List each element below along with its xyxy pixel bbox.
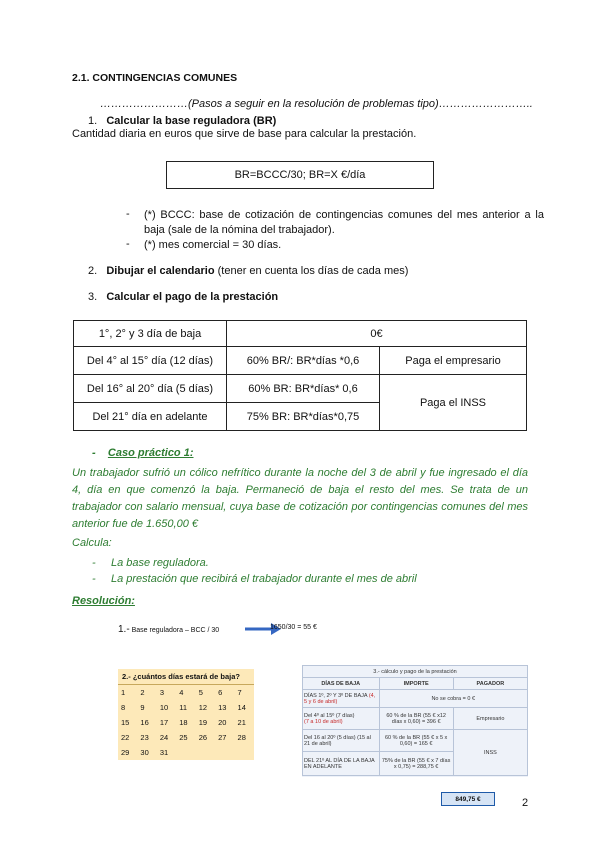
step-rest: (tener en cuenta los días de cada mes) bbox=[214, 265, 409, 277]
resolution-result bbox=[270, 624, 317, 631]
case-title bbox=[92, 447, 194, 459]
case-title-text: Caso práctico 1: bbox=[107, 447, 194, 459]
column-header: DÍAS DE BAJA bbox=[303, 678, 380, 690]
amount-cell: 60% BR: BR*días* 0,6 bbox=[227, 375, 380, 403]
calendar-day bbox=[235, 745, 254, 760]
table-row bbox=[74, 321, 527, 347]
section-heading: 2.1. CONTINGENCIAS COMUNES bbox=[72, 72, 238, 84]
period-cell: Del 16° al 20° día (5 días) bbox=[74, 375, 227, 403]
calendar-day: 27 bbox=[218, 733, 227, 742]
calendar-day: 17 bbox=[159, 718, 169, 727]
calendar-day: 3 bbox=[159, 688, 165, 697]
payer-cell: Paga el empresario bbox=[380, 347, 527, 375]
column-header: PAGADOR bbox=[453, 678, 527, 690]
calendar-day: 7 bbox=[237, 688, 242, 697]
benefit-calculation-table bbox=[302, 665, 528, 777]
calendar-row bbox=[118, 700, 254, 715]
formula-box bbox=[166, 161, 434, 189]
step-number: 2. bbox=[88, 265, 98, 277]
step-number: 3. bbox=[88, 291, 98, 303]
calendar-row bbox=[118, 685, 254, 700]
calendar-title: 2.- ¿cuántos días estará de baja? bbox=[118, 669, 254, 685]
table-row bbox=[303, 708, 528, 730]
period-cell: Del 4º al 15º (7 días) (7 a 10 de abril) bbox=[303, 708, 380, 730]
calendar-day: 15 bbox=[121, 718, 130, 727]
calendar-row bbox=[118, 745, 254, 760]
total-amount-box: 849,75 € bbox=[441, 792, 495, 806]
calendar-day: 14 bbox=[237, 703, 246, 712]
calendar-row bbox=[118, 715, 254, 730]
table-row bbox=[303, 690, 528, 708]
column-header: IMPORTE bbox=[379, 678, 453, 690]
payer-cell: Paga el INSS bbox=[380, 375, 527, 431]
step-3 bbox=[88, 291, 278, 303]
note-text: (*) BCCC: base de cotización de contingencias comunes del mes anterior a la baja (sale de la nómina del trabajador). bbox=[144, 209, 544, 236]
step-title: Dibujar el calendario bbox=[106, 265, 215, 277]
task-item: - La base reguladora. bbox=[92, 557, 209, 569]
step-number: 1. bbox=[88, 115, 98, 127]
calendar-day: 6 bbox=[218, 688, 223, 697]
calendar-row bbox=[118, 730, 254, 745]
table-row bbox=[303, 666, 528, 678]
period-cell: Del 21° día en adelante bbox=[74, 403, 227, 431]
calendar-box bbox=[118, 669, 254, 760]
calendar-day: 16 bbox=[140, 718, 149, 727]
table-title: 3.- cálculo y pago de la prestación bbox=[303, 666, 528, 678]
resolution-step-1 bbox=[118, 624, 219, 635]
resolution-result-text: 1650/30 = 55 € bbox=[270, 624, 317, 631]
calendar-day: 8 bbox=[121, 703, 126, 712]
calendar-day: 4 bbox=[179, 688, 184, 697]
period-cell: Del 4° al 15° día (12 días) bbox=[74, 347, 227, 375]
step-2 bbox=[88, 265, 408, 277]
calendar-day: 1 bbox=[121, 688, 126, 697]
calendar-day: 5 bbox=[198, 688, 203, 697]
note-text: (*) mes comercial = 30 días. bbox=[144, 239, 282, 251]
page-number: 2 bbox=[522, 797, 529, 809]
task-text: La base reguladora. bbox=[110, 557, 209, 569]
table-header-row bbox=[303, 678, 528, 690]
table-row bbox=[74, 347, 527, 375]
amount-cell: 60 % de la BR (55 € x 5 x 0,60) = 165 € bbox=[379, 730, 453, 752]
calendar-day bbox=[215, 745, 234, 760]
calendar-day: 20 bbox=[218, 718, 227, 727]
case-dash: - bbox=[92, 447, 96, 459]
formula-text: BR=BCCC/30; BR=X €/día bbox=[234, 169, 366, 181]
calendar-day: 19 bbox=[198, 718, 208, 727]
amount-cell: 60% BR/: BR*días *0,6 bbox=[227, 347, 380, 375]
calendar-day: 31 bbox=[159, 748, 169, 757]
calcula-label: Calcula: bbox=[72, 537, 112, 549]
calendar-day: 29 bbox=[121, 748, 130, 757]
calendar-day: 25 bbox=[179, 733, 188, 742]
task-text: La prestación que recibirá el trabajador durante el mes de abril bbox=[110, 573, 417, 585]
amount-cell: 60 % de la BR (55 € x12 días x 0,60) = 396 € bbox=[379, 708, 453, 730]
amount-cell: 75% de la BR (55 € x 7 días x 0,75) = 288,75 € bbox=[379, 752, 453, 776]
calendar-day: 30 bbox=[140, 748, 149, 757]
note-bccc: - (*) BCCC: base de cotización de contingencias comunes del mes anterior a la baja (sale de la nómina del trabajador). bbox=[126, 208, 544, 236]
calendar-day: 11 bbox=[179, 703, 188, 712]
calendar-day: 13 bbox=[218, 703, 227, 712]
calendar-day: 9 bbox=[140, 703, 145, 712]
resolution-step-number: 1.- bbox=[118, 624, 130, 635]
payment-table bbox=[73, 320, 527, 431]
payer-cell: Empresario bbox=[453, 708, 527, 730]
task-item: - La prestación que recibirá el trabajador durante el mes de abril bbox=[92, 573, 417, 585]
calendar-day: 22 bbox=[121, 733, 130, 742]
calendar-day: 18 bbox=[179, 718, 188, 727]
table-row bbox=[74, 375, 527, 403]
period-cell: DÍAS 1º, 2º Y 3º DE BAJA (4, 5 y 6 de abril) bbox=[303, 690, 380, 708]
calendar-day: 12 bbox=[198, 703, 208, 712]
step-title: Calcular la base reguladora (BR) bbox=[106, 115, 277, 127]
calendar-day: 28 bbox=[237, 733, 246, 742]
calendar-day: 21 bbox=[237, 718, 246, 727]
calendar-day: 23 bbox=[140, 733, 149, 742]
calendar-day bbox=[196, 745, 215, 760]
table-row bbox=[303, 730, 528, 752]
calendar-day: 24 bbox=[159, 733, 169, 742]
amount-cell: No se cobra = 0 € bbox=[379, 690, 528, 708]
note-mes-comercial: - (*) mes comercial = 30 días. bbox=[126, 238, 546, 254]
calendar-day: 2 bbox=[140, 688, 145, 697]
resolution-formula: Base reguladora – BCC / 30 bbox=[131, 627, 220, 634]
case-statement: Un trabajador sufrió un cólico nefrítico durante la noche del 3 de abril y fue ingresado el día 4, día en que comenzó la baja. Permaneció de baja el resto del mes. Se trata de un trabajador con salario mensual, cuya base de cotización por contingencias comunes del mes anterior fue de 1.650,00 € bbox=[72, 467, 528, 530]
calendar-day: 10 bbox=[159, 703, 169, 712]
amount-cell: 75% BR: BR*días*0,75 bbox=[227, 403, 380, 431]
calendar-day: 26 bbox=[198, 733, 208, 742]
period-cell: DEL 21º AL DÍA DE LA BAJA EN ADELANTE bbox=[303, 752, 380, 776]
period-cell: 1°, 2° y 3 día de baja bbox=[74, 321, 227, 347]
period-cell: Del 16 al 20º (5 días) (15 al 21 de abril) bbox=[303, 730, 380, 752]
step-title: Calcular el pago de la prestación bbox=[106, 291, 279, 303]
step-1 bbox=[88, 115, 276, 127]
payer-cell: INSS bbox=[453, 730, 527, 776]
amount-cell: 0€ bbox=[227, 321, 527, 347]
resolution-heading: Resolución: bbox=[72, 595, 135, 607]
calendar-day bbox=[176, 745, 195, 760]
definition-text: Cantidad diaria en euros que sirve de base para calcular la prestación. bbox=[72, 128, 417, 140]
steps-subtitle: ……………………(Pasos a seguir en la resolución de problemas tipo)…………………….. bbox=[100, 98, 533, 110]
calendar-grid bbox=[118, 685, 254, 760]
